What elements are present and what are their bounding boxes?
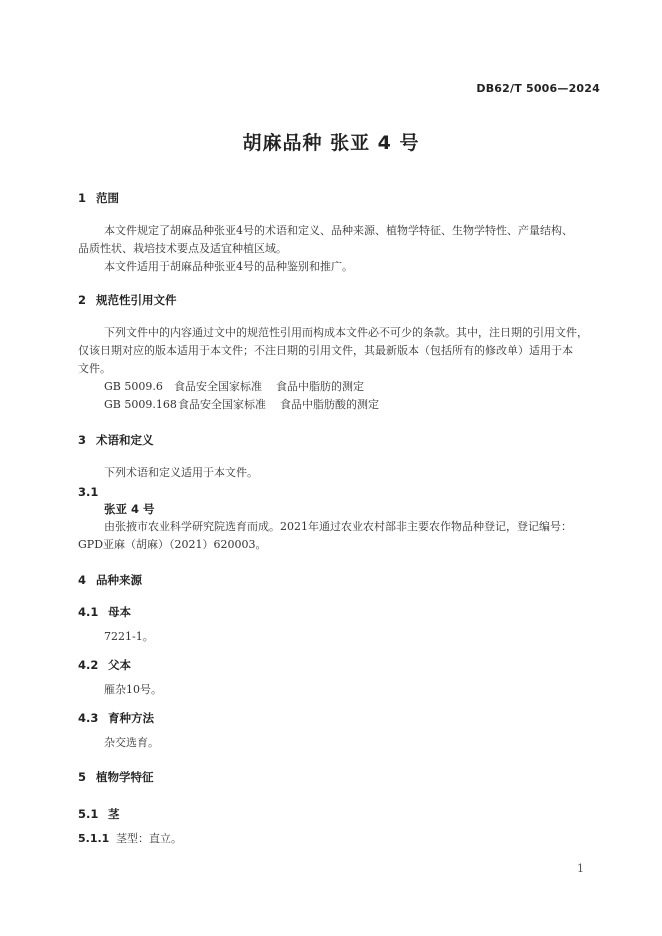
- section-4-heading: [78, 572, 142, 588]
- reference-part: 食品安全国家标准: [178, 398, 266, 411]
- paragraph-line: 文件。: [78, 362, 111, 375]
- document-code: DB62/T 5006—2024: [476, 82, 600, 95]
- subsection-4-3-text: 杂交选育。: [104, 736, 159, 749]
- section-number: 1: [78, 191, 87, 205]
- section-title: 规范性引用文件: [96, 293, 177, 307]
- paragraph-line: 仅该日期对应的版本适用于本文件；不注日期的引用文件，其最新版本（包括所有的修改单）适用于本: [78, 344, 573, 357]
- paragraph-line: 本文件适用于胡麻品种张亚4号的品种鉴别和推广。: [104, 260, 353, 273]
- subsection-4-1-heading: [78, 604, 131, 620]
- page-number: 1: [577, 862, 584, 875]
- reference-code: GB 5009.6: [104, 380, 163, 393]
- section-2-paragraph: [78, 324, 598, 378]
- section-3-intro: 下列术语和定义适用于本文件。: [104, 466, 258, 479]
- section-title: 品种来源: [96, 573, 142, 587]
- reference-code: GB 5009.168: [104, 398, 177, 411]
- reference-part: 食品安全国家标准: [174, 380, 262, 393]
- section-1-heading: [78, 190, 119, 206]
- subsection-title: 茎: [108, 807, 120, 821]
- subsection-number: 4.3: [78, 711, 99, 725]
- normative-reference: [104, 396, 379, 412]
- subsection-4-3-heading: [78, 710, 154, 726]
- section-number: 5: [78, 770, 87, 784]
- reference-part: 食品中脂肪酸的测定: [280, 398, 379, 411]
- subsection-title: 母本: [108, 605, 131, 619]
- subsection-title: 育种方法: [108, 711, 154, 725]
- document-title: 胡麻品种 张亚 4 号: [242, 132, 420, 154]
- paragraph-line: 品质性状、栽培技术要点及适宜种植区域。: [78, 242, 287, 255]
- term-number: 3.1: [78, 485, 99, 499]
- normative-reference: [104, 378, 364, 394]
- clause-text: 茎型：直立。: [116, 832, 182, 845]
- subsection-4-2-heading: [78, 657, 131, 673]
- subsection-number: 4.1: [78, 605, 99, 619]
- clause-5-1-1: [78, 830, 182, 846]
- clause-number: 5.1.1: [78, 832, 110, 845]
- section-3-heading: [78, 432, 154, 448]
- subsection-5-1-heading: [78, 806, 120, 822]
- reference-part: 食品中脂肪的测定: [276, 380, 364, 393]
- subsection-number: 5.1: [78, 807, 99, 821]
- term-name: 张亚 4 号: [104, 502, 155, 516]
- paragraph-line: GPD亚麻（胡麻）（2021）620003。: [78, 538, 267, 551]
- section-title: 术语和定义: [96, 433, 154, 447]
- section-number: 4: [78, 573, 87, 587]
- paragraph-line: 由张掖市农业科学研究院选育而成。2021年通过农业农村部非主要农作物品种登记，登记编号：: [104, 520, 572, 533]
- section-2-heading: [78, 292, 177, 308]
- section-number: 2: [78, 293, 87, 307]
- paragraph-line: 本文件规定了胡麻品种张亚4号的术语和定义、品种来源、植物学特征、生物学特性、产量结构、: [104, 224, 573, 237]
- subsection-title: 父本: [108, 658, 131, 672]
- section-title: 范围: [96, 191, 119, 205]
- section-1-paragraph: [78, 222, 598, 276]
- subsection-4-2-text: 雁杂10号。: [104, 683, 162, 696]
- term-definition: [78, 518, 598, 554]
- subsection-4-1-text: 7221-1。: [104, 630, 154, 643]
- section-title: 植物学特征: [96, 770, 154, 784]
- paragraph-line: 下列文件中的内容通过文中的规范性引用而构成本文件必不可少的条款。其中，注日期的引用文件，: [104, 326, 588, 339]
- section-5-heading: [78, 769, 154, 785]
- subsection-number: 4.2: [78, 658, 99, 672]
- section-number: 3: [78, 433, 87, 447]
